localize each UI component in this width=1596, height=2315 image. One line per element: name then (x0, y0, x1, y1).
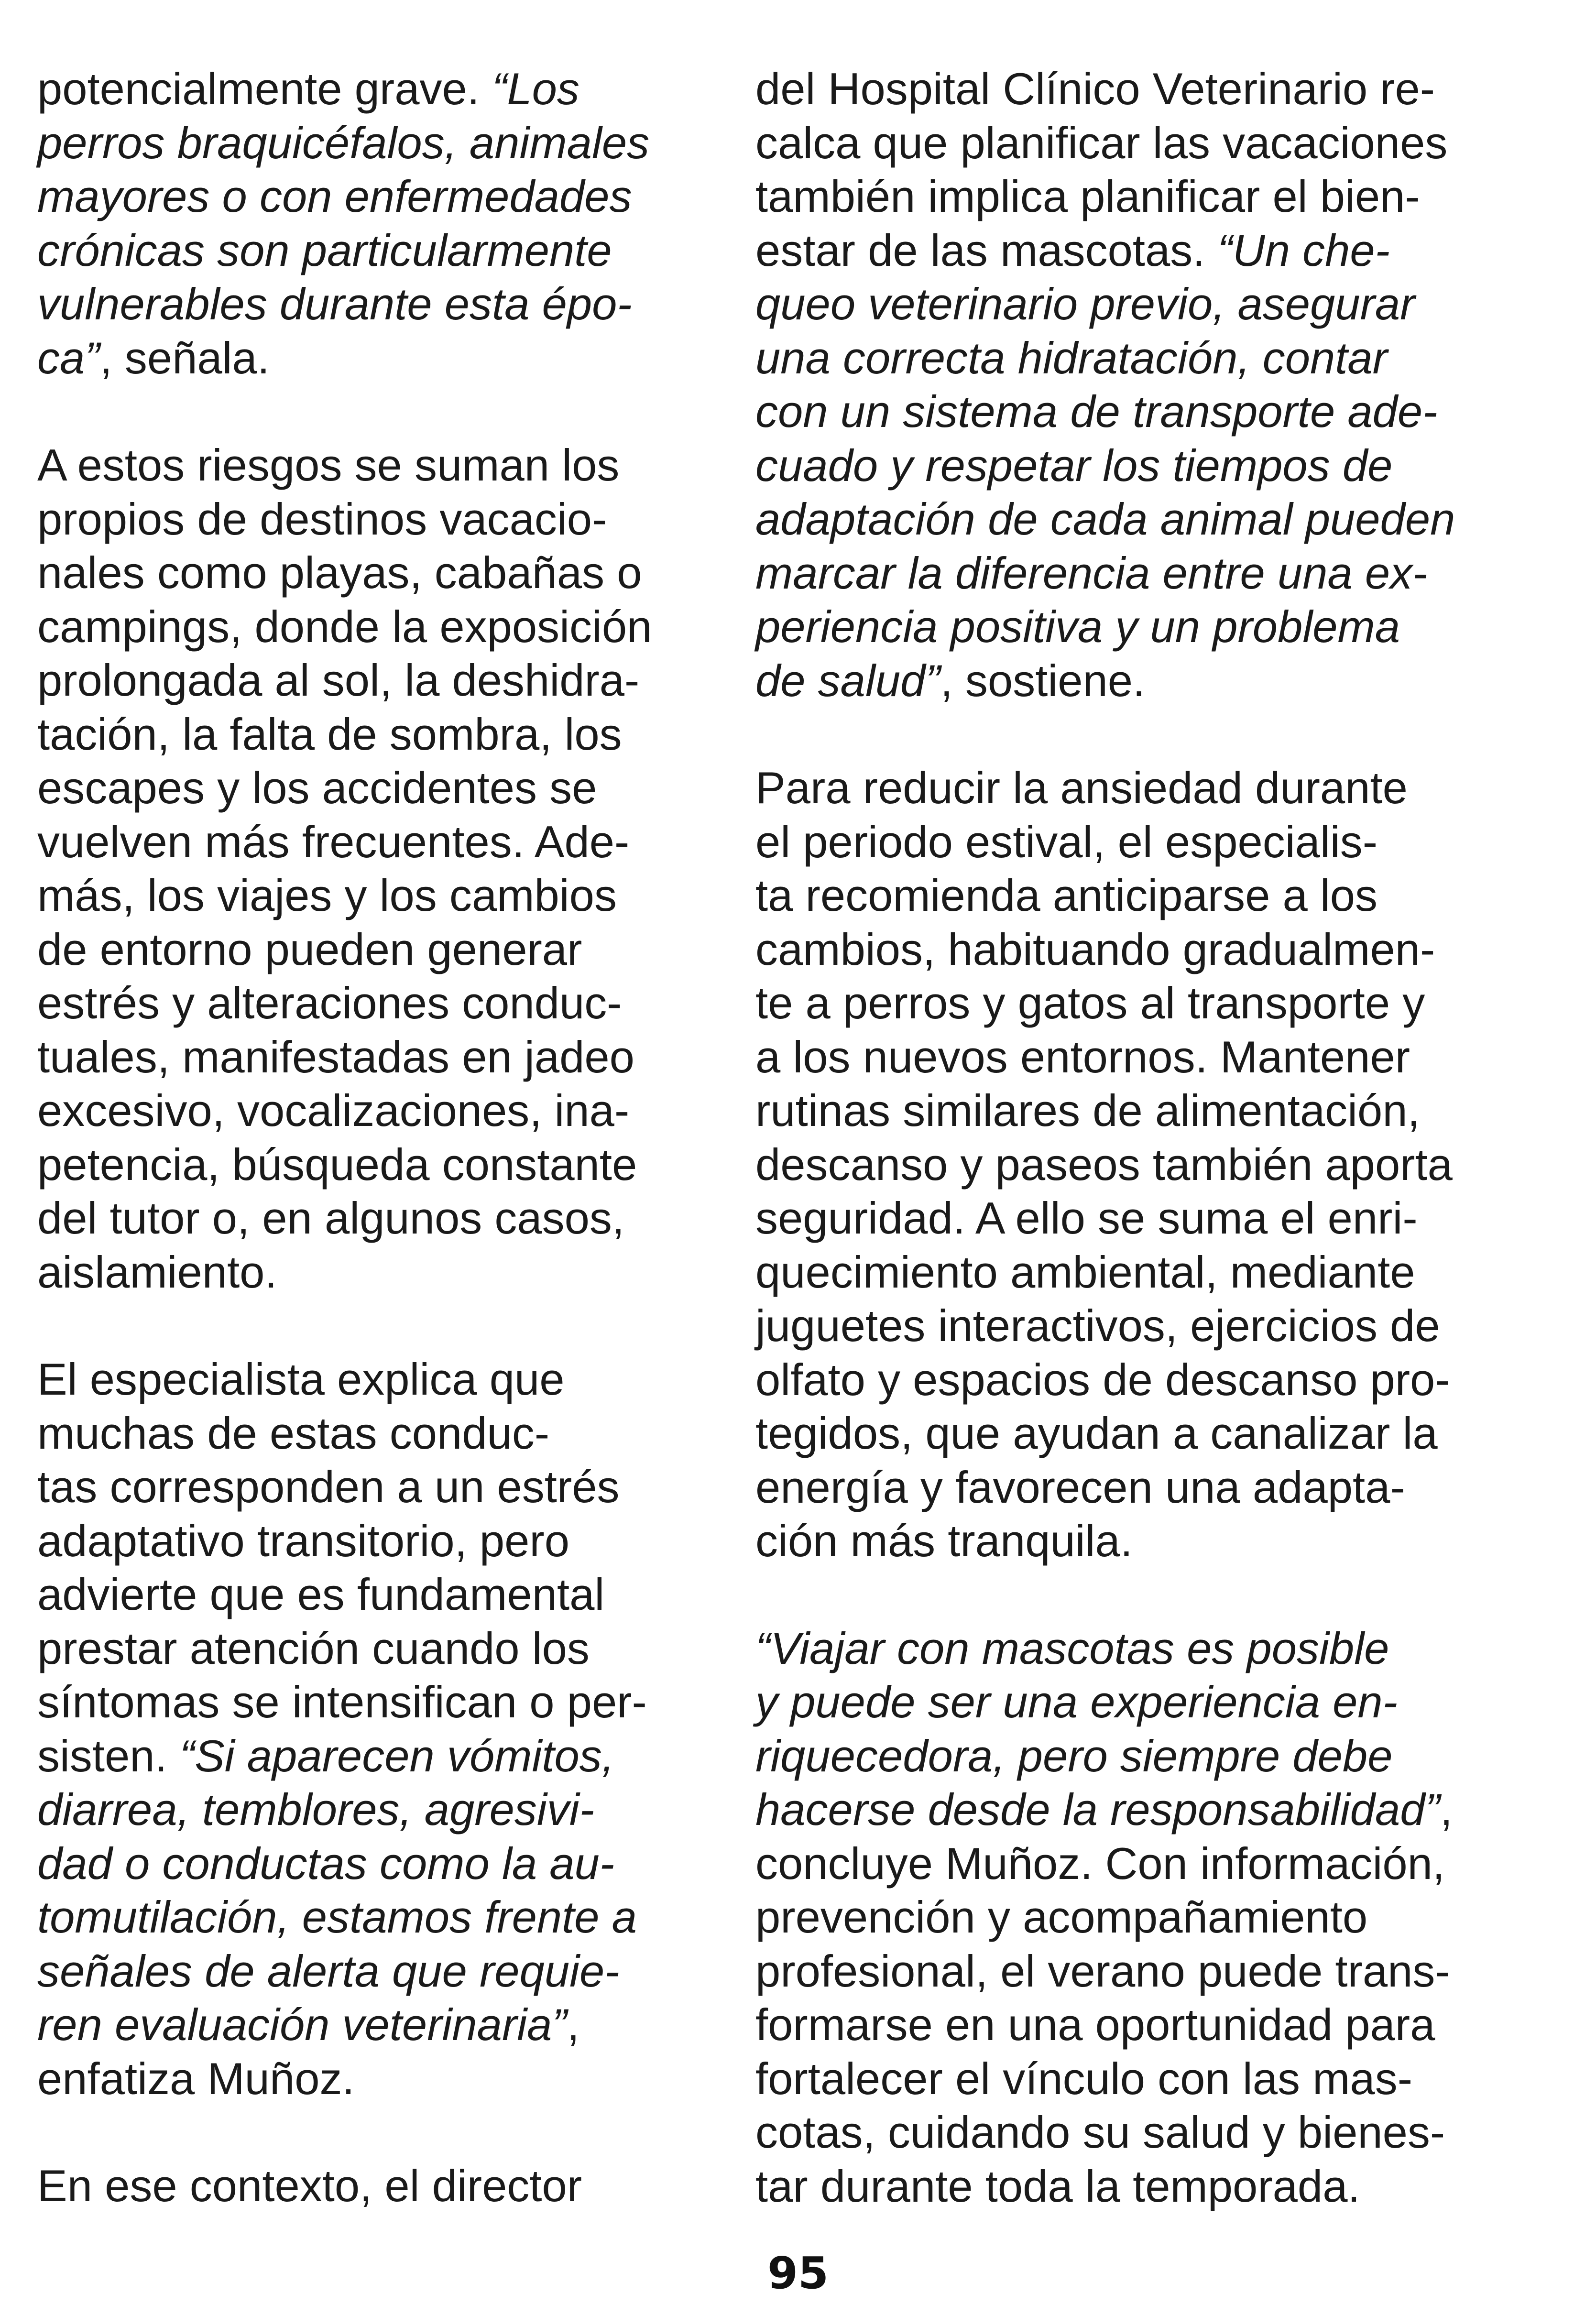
quote-vet-checkup: “Un che- queo veterinario previo, asegurar una correcta hidratación, contar con un sistema de transporte ade- cuado y respetar los tiempos de adaptación de cada animal pueden marcar la diferencia entre una ex- periencia positiva y un problema de salud” (755, 225, 1455, 706)
paragraph-vacation-risks: A estos riesgos se suman los propios de destinos vacacio- nales como playas, cabañas o campings, donde la exposición prolongada al sol, la deshidra- tación, la falta de sombra, los escapes y los accidentes se vuelven más frecuentes. Ade- más, los viajes y los cambios de entorno pueden generar estrés y alteraciones conduc- tuales, manifestadas en jadeo excesivo, vocalizaciones, ina- petencia, búsqueda constante del tutor o, en algunos casos, aislamiento. (37, 440, 652, 1297)
paragraph-adaptive-stress (37, 1353, 716, 2106)
quote-travel-with-pets: “Viajar con mascotas es posible y puede ser una experiencia en- riquecedora, pero siempre debe hacerse desde la responsabilidad” (755, 1623, 1440, 1835)
quote-brachycephalic: “Los perros braquicéfalos, animales mayores o con enfermedades crónicas son particularmente vulnerables durante esta épo- ca” (37, 64, 650, 383)
paragraph-text: , enfatiza Muñoz. (37, 1999, 579, 2104)
paragraph-text: , señala. (99, 332, 270, 383)
paragraph-risk-groups (37, 62, 716, 385)
paragraph-text: , sostiene. (940, 655, 1146, 706)
left-column (37, 62, 716, 2213)
paragraph-conclusion (755, 1622, 1511, 2214)
paragraph-director-intro: En ese contexto, el director (37, 2161, 582, 2211)
paragraph-text: del Hospital Clínico Veterinario re- calca que planificar las vacaciones también implica planificar el bien- estar de las mascotas. (755, 64, 1448, 275)
quote-alert-signs: “Si aparecen vómitos, diarrea, temblores, agresivi- dad o conductas como la au- tomutilación, estamos frente a señales de alerta que requie- ren evaluación veterinaria” (37, 1730, 637, 2050)
paragraph-text: El especialista explica que muchas de estas conduc- tas corresponden a un estrés adaptativo transitorio, pero advierte que es fundamental prestar atención cuando los síntomas se intensifican o per- sisten. (37, 1354, 647, 1781)
paragraph-reduce-anxiety: Para reducir la ansiedad durante el periodo estival, el especialis- ta recomienda anticiparse a los cambios, habituando gradualmen- te a perros y gatos al transporte y a los nuevos entornos. Mantener rutinas similares de alimentación, descanso y paseos también aporta seguridad. A ello se suma el enri- quecimiento ambiental, mediante juguetes interactivos, ejercicios de olfato y espacios de descanso pro- tegidos, que ayudan a canalizar la energía y favorecen una adapta- ción más tranquila. (755, 763, 1453, 1566)
paragraph-text: , concluye Muñoz. Con información, prevención y acompañamiento profesional, el verano puede trans- formarse en una oportunidad para fortalecer el vínculo con las mas- cotas, cuidando su salud y bienes- tar durante toda la temporada. (755, 1784, 1453, 2211)
paragraph-planning-wellbeing (755, 62, 1511, 708)
paragraph-text: potencialmente grave. (37, 64, 492, 114)
page-number: 95 (767, 2248, 829, 2299)
right-column (755, 62, 1511, 2213)
